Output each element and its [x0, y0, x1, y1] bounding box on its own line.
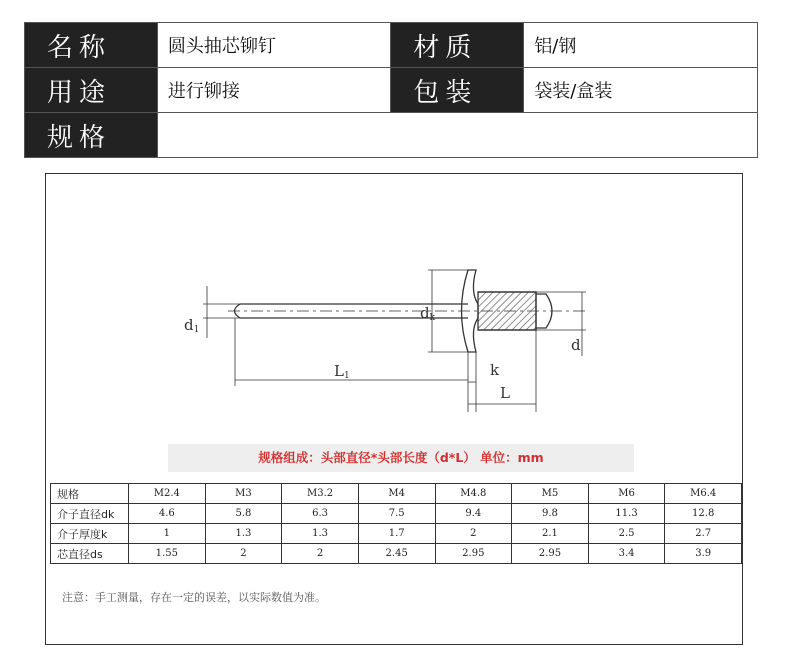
- table-cell: 2.5: [588, 524, 665, 544]
- material-value: 铝/钢: [524, 23, 758, 68]
- column-header: M4: [358, 484, 435, 504]
- column-header: M4.8: [435, 484, 512, 504]
- name-value: 圆头抽芯铆钉: [157, 23, 391, 68]
- column-header: M2.4: [129, 484, 206, 504]
- package-value: 袋装/盒装: [524, 68, 758, 113]
- table-cell: 2.95: [512, 544, 589, 564]
- table-cell: 2.7: [665, 524, 742, 544]
- table-cell: 1.55: [129, 544, 206, 564]
- table-cell: 1.7: [358, 524, 435, 544]
- column-header: M3.2: [282, 484, 359, 504]
- row-header: 芯直径ds: [51, 544, 129, 564]
- table-cell: 2.1: [512, 524, 589, 544]
- use-value: 进行铆接: [157, 68, 391, 113]
- table-cell: 3.9: [665, 544, 742, 564]
- row-header: 介子直径dk: [51, 504, 129, 524]
- table-cell: 2: [435, 524, 512, 544]
- table-cell: 12.8: [665, 504, 742, 524]
- table-cell: 5.8: [205, 504, 282, 524]
- rivet-body-hatch: [478, 292, 536, 330]
- column-header: M6: [588, 484, 665, 504]
- column-header: M6.4: [665, 484, 742, 504]
- spec-label: 规格: [25, 113, 158, 158]
- label-d: d: [571, 336, 581, 354]
- use-label: 用途: [25, 68, 158, 113]
- package-label: 包装: [391, 68, 524, 113]
- label-d1: d1: [184, 316, 200, 335]
- label-L1: L1: [334, 362, 350, 381]
- label-dk: dk: [420, 304, 436, 323]
- label-k: k: [490, 361, 500, 379]
- table-row: [51, 484, 742, 504]
- name-label: 名称: [25, 23, 158, 68]
- table-cell: 2.45: [358, 544, 435, 564]
- table-cell: 1: [129, 524, 206, 544]
- table-cell: 11.3: [588, 504, 665, 524]
- table-row: [51, 524, 742, 544]
- table-cell: 4.6: [129, 504, 206, 524]
- table-cell: 2: [282, 544, 359, 564]
- table-cell: 6.3: [282, 504, 359, 524]
- material-label: 材质: [391, 23, 524, 68]
- format-caption: 规格组成：头部直径*头部长度（d*L） 单位：mm: [258, 450, 544, 465]
- row-header: 规格: [51, 484, 129, 504]
- column-header: M3: [205, 484, 282, 504]
- table-row: [51, 504, 742, 524]
- table-cell: 2: [205, 544, 282, 564]
- table-cell: 7.5: [358, 504, 435, 524]
- caption-bar: [168, 444, 634, 472]
- row-header: 介子厚度k: [51, 524, 129, 544]
- measurement-note: 注意：手工测量，存在一定的误差，以实际数值为准。: [62, 591, 326, 604]
- table-cell: 1.3: [205, 524, 282, 544]
- size-table: [50, 483, 742, 564]
- table-cell: 3.4: [588, 544, 665, 564]
- table-cell: 9.8: [512, 504, 589, 524]
- table-cell: 2.95: [435, 544, 512, 564]
- column-header: M5: [512, 484, 589, 504]
- label-L: L: [500, 384, 510, 402]
- table-row: [51, 544, 742, 564]
- table-cell: 9.4: [435, 504, 512, 524]
- table-cell: 1.3: [282, 524, 359, 544]
